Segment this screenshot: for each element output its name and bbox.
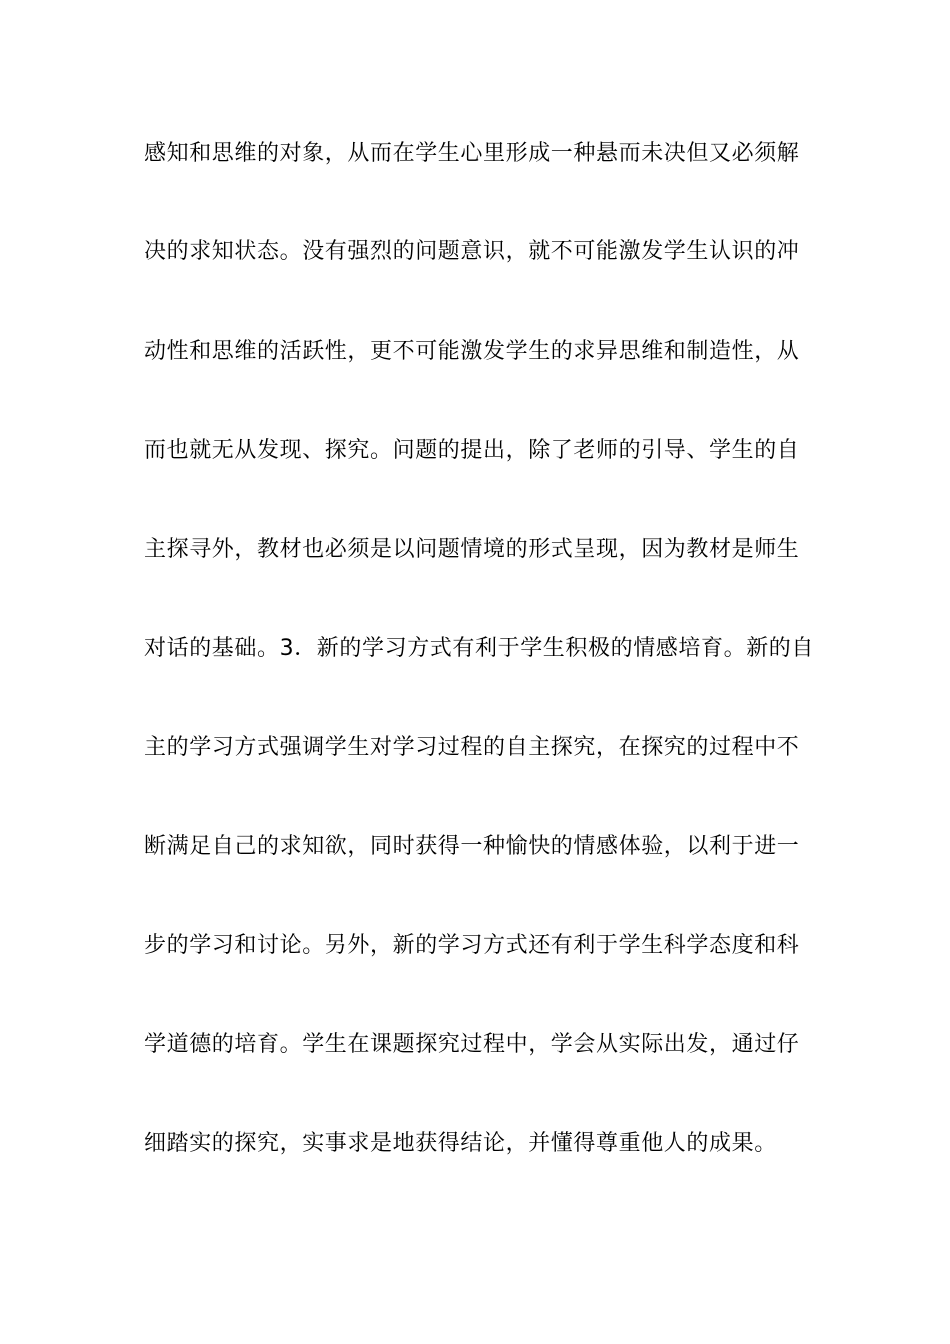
paragraph-line: 步的学习和讨论。另外，新的学习方式还有利于学生科学态度和科 xyxy=(144,933,800,958)
paragraph-line: 对话的基础。3．新的学习方式有利于学生积极的情感培育。新的自 xyxy=(144,636,814,661)
paragraph-line: 断满足自己的求知欲，同时获得一种愉快的情感体验，以利于进一 xyxy=(144,834,800,859)
paragraph-line: 主探寻外，教材也必须是以问题情境的形式呈现，因为教材是师生 xyxy=(144,537,800,562)
paragraph-line: 决的求知状态。没有强烈的问题意识，就不可能激发学生认识的冲 xyxy=(144,239,800,264)
paragraph-line: 细踏实的探究，实事求是地获得结论，并懂得尊重他人的成果。 xyxy=(144,1131,777,1156)
paragraph-line: 感知和思维的对象，从而在学生心里形成一种悬而未决但又必须解 xyxy=(144,141,800,166)
paragraph-line: 学道德的培育。学生在课题探究过程中，学会从实际出发，通过仔 xyxy=(144,1032,800,1057)
paragraph-line: 动性和思维的活跃性，更不可能激发学生的求异思维和制造性，从 xyxy=(144,339,800,364)
paragraph-line: 而也就无从发现、探究。问题的提出，除了老师的引导、学生的自 xyxy=(144,438,800,463)
paragraph-line: 主的学习方式强调学生对学习过程的自主探究，在探究的过程中不 xyxy=(144,735,800,760)
